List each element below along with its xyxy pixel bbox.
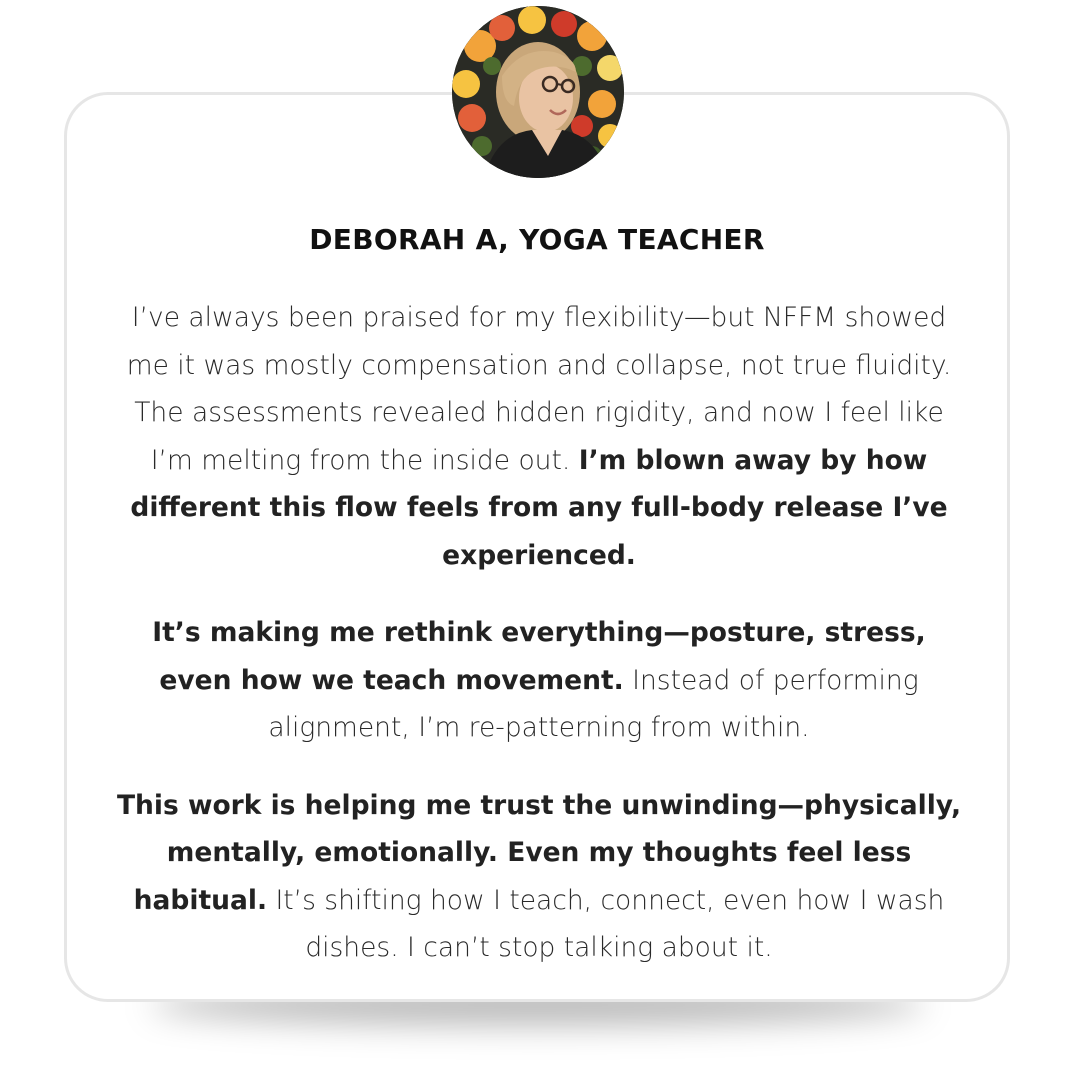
quote-paragraph-1 (116, 294, 962, 579)
testimonial-quote (116, 294, 962, 1002)
author-name: DEBORAH A, YOGA TEACHER (309, 223, 765, 256)
quote-emphasis: This work is helping me trust the unwinding—physically, mentally, emotionally. Even my thoughts feel less habitual. (116, 789, 962, 916)
quote-emphasis: I’m blown away by how different this flow feels from any full-body release I’ve experienced. (130, 444, 948, 571)
avatar (452, 6, 624, 178)
profile-photo-icon (452, 6, 624, 178)
quote-emphasis: It’s making me rethink everything—posture, stress, even how we teach movement. (152, 617, 926, 696)
quote-text: It’s shifting how I teach, connect, even how I wash dishes. I can’t stop talking about it. (267, 884, 945, 963)
quote-text: Instead of performing alignment, I’m re-patterning from within. (268, 664, 919, 743)
quote-paragraph-2 (116, 609, 962, 752)
quote-text: I’ve always been praised for my flexibility—but NFFM showed me it was mostly compensation and collapse, not true fluidity. The assessments revealed hidden rigidity, and now I feel like I’m melting from the inside out. (126, 302, 952, 476)
quote-paragraph-3 (116, 782, 962, 972)
